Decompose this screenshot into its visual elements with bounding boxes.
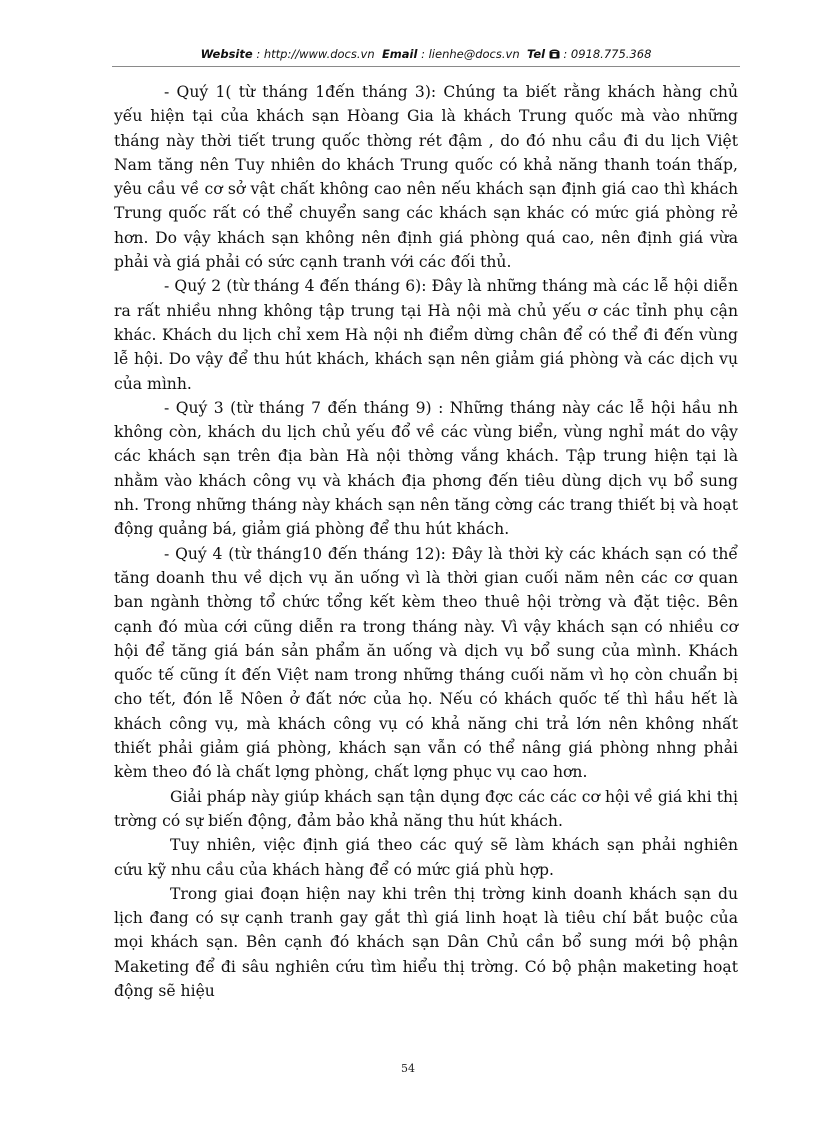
paragraph-quarter-3: - Quý 3 (từ tháng 7 đến tháng 9) : Những tháng này các lễ hội hầu nh không còn, khách du lịch chủ yếu đổ về các vùng biển, vùng nghỉ mát do vậy các khách sạn trên địa bàn Hà nội thờng vắng khách. Tập trung hiện tại là nhằm vào khách công vụ và khách địa phơng đến tiêu dùng dịch vụ bổ sung nh. Trong những tháng này khách sạn nên tăng cờng các trang thiết bị và hoạt động quảng bá, giảm giá phòng để thu hút khách. <box>114 398 738 539</box>
paragraph-quarter-1: - Quý 1( từ tháng 1đến tháng 3): Chúng ta biết rằng khách hàng chủ yếu hiện tại của khách sạn Hòang Gia là khách Trung quốc mà vào những tháng này thời tiết trung quốc thờng rét đậm , do đó nhu cầu đi du lịch Việt Nam tăng nên Tuy nhiên do khách Trung quốc có khả năng thanh toán thấp, yêu cầu về cơ sở vật chất không cao nên nếu khách sạn định giá cao thì khách Trung quốc rất có thể chuyển sang các khách sạn khác có mức giá phòng rẻ hơn. Do vậy khách sạn không nên định giá phòng quá cao, nên định giá vừa phải và giá phải có sức cạnh tranh với các đối thủ. <box>114 83 738 272</box>
email-address: : lienhe@docs.vn <box>421 47 520 61</box>
paragraph-current-stage: Trong giai đoạn hiện nay khi trên thị trờng kinh doanh khách sạn du lịch đang có sự cạnh tranh gay gắt thì giá linh hoạt là tiêu chí bắt buộc của mọi khách sạn. Bên cạnh đó khách sạn Dân Chủ cần bổ sung mới bộ phận Maketing để đi sâu nghiên cứu tìm hiểu thị trờng. Có bộ phận maketing hoạt động sẽ hiệu <box>114 884 738 1000</box>
website-url: : http://www.docs.vn <box>256 47 375 61</box>
email-label: Email <box>381 47 418 61</box>
paragraph-however: Tuy nhiên, việc định giá theo các quý sẽ làm khách sạn phải nghiên cứu kỹ nhu cầu của khách hàng để có mức giá phù hợp. <box>114 836 738 879</box>
website-label: Website <box>200 47 253 61</box>
page-header <box>112 47 740 61</box>
paragraph-solution: Giải pháp này giúp khách sạn tận dụng đợc các các cơ hội về giá khi thị trờng có sự biến động, đảm bảo khả năng thu hút khách. <box>114 787 738 830</box>
paragraph-quarter-2: - Quý 2 (từ tháng 4 đến tháng 6): Đây là những tháng mà các lễ hội diễn ra rất nhiều nhng không tập trung tại Hà nội mà chủ yếu ơ các tỉnh phụ cận khác. Khách du lịch chỉ xem Hà nội nh điểm dừng chân để có thể đi đến vùng lễ hội. Do vậy để thu hút khách, khách sạn nên giảm giá phòng và các dịch vụ của mình. <box>114 277 738 393</box>
tel-label: Tel <box>526 47 546 61</box>
tel-number: : 0918.775.368 <box>563 47 652 61</box>
phone-icon <box>549 49 560 59</box>
header-divider <box>112 66 740 67</box>
page-number: 54 <box>401 1062 415 1075</box>
paragraph-quarter-4: - Quý 4 (từ tháng10 đến tháng 12): Đây là thời kỳ các khách sạn có thể tăng doanh thu về dịch vụ ăn uống vì là thời gian cuối năm nên các cơ quan ban ngành thờng tổ chức tổng kết kèm theo thuê hội trờng và đặt tiệc. Bên cạnh đó mùa cới cũng diễn ra trong tháng này. Vì vậy khách sạn có nhiều cơ hội để tăng giá bán sản phẩm ăn uống và dịch vụ bổ sung của mình. Khách quốc tế cũng ít đến Việt nam trong những tháng cuối năm vì họ còn chuẩn bị cho tết, đón lễ Nôen ở đất nớc của họ. Nếu có khách quốc tế thì hầu hết là khách công vụ, mà khách công vụ có khả năng chi trả lớn nên không nhất thiết phải giảm giá phòng, khách sạn vẫn có thể nâng giá phòng nhng phải kèm theo đó là chất lợng phòng, chất lợng phục vụ cao hơn. <box>114 544 738 782</box>
document-body <box>114 80 738 1003</box>
